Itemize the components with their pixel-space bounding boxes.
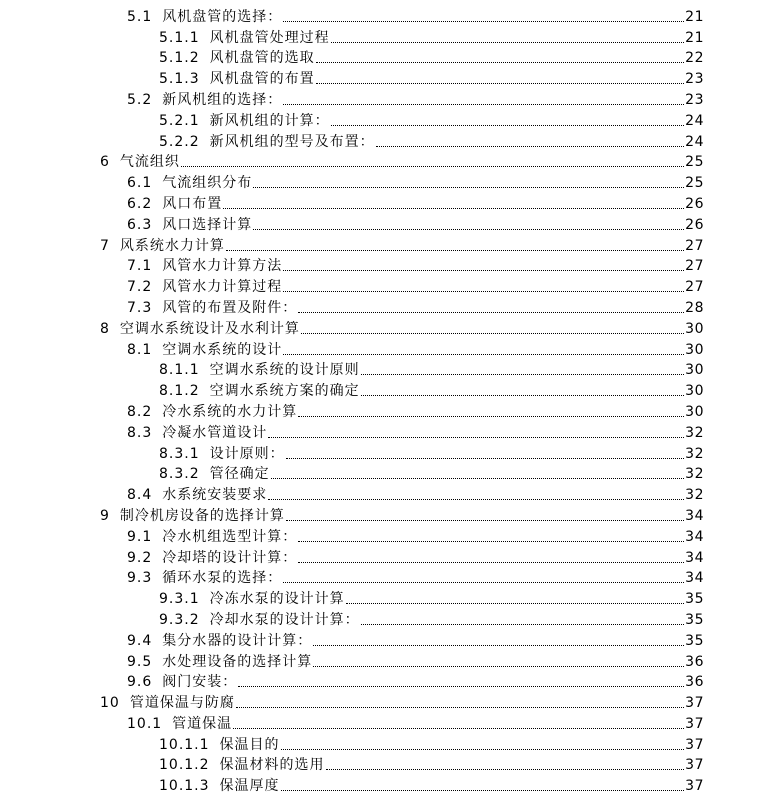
toc-entry-title: 冷却塔的设计计算：	[162, 549, 298, 566]
toc-dot-leader	[253, 229, 684, 230]
toc-entry-title: 制冷机房设备的选择计算	[119, 507, 285, 524]
toc-entry-title: 风管水力计算过程	[162, 279, 283, 296]
toc-entry-page-number: 37	[685, 778, 704, 795]
toc-entry-page-number: 30	[685, 403, 704, 420]
toc-entry[interactable]	[0, 170, 779, 191]
toc-entry-number: 10.1.1	[159, 736, 210, 753]
toc-dot-leader	[298, 562, 684, 563]
toc-entry-number: 7	[100, 237, 110, 254]
toc-entry-number: 7.2	[127, 279, 153, 296]
toc-dot-leader	[236, 707, 684, 708]
toc-dot-leader	[316, 62, 685, 63]
toc-entry-number: 10.1	[127, 715, 163, 732]
toc-entry-title: 冷水系统的水力计算	[162, 403, 298, 420]
toc-entry-number: 5.2	[127, 91, 153, 108]
toc-entry[interactable]	[0, 399, 779, 420]
toc-entry-title: 风机盘管的选取	[209, 50, 315, 67]
toc-entry[interactable]	[0, 732, 779, 753]
toc-entry-title: 新风机组的型号及布置：	[209, 133, 375, 150]
toc-dot-leader	[346, 603, 685, 604]
toc-entry[interactable]	[0, 150, 779, 171]
toc-entry[interactable]	[0, 254, 779, 275]
table-of-contents	[0, 4, 779, 794]
toc-entry-page-number: 36	[685, 674, 704, 691]
toc-dot-leader	[298, 416, 684, 417]
toc-entry-title: 新风机组的选择：	[162, 91, 283, 108]
toc-dot-leader	[298, 312, 684, 313]
toc-entry-number: 5.1.2	[159, 50, 200, 67]
toc-dot-leader	[283, 21, 684, 22]
toc-entry-title: 空调水系统设计及水利计算	[119, 320, 300, 337]
toc-entry-page-number: 26	[685, 195, 704, 212]
toc-entry-number: 7.3	[127, 299, 153, 316]
toc-entry-page-number: 35	[685, 632, 704, 649]
toc-entry-title: 冷却水泵的设计计算：	[209, 611, 360, 628]
toc-entry[interactable]	[0, 191, 779, 212]
toc-entry-title: 管道保温与防腐	[129, 695, 235, 712]
toc-dot-leader	[281, 790, 685, 791]
toc-dot-leader	[326, 769, 685, 770]
toc-entry-title: 管道保温	[172, 715, 233, 732]
toc-entry-page-number: 37	[685, 695, 704, 712]
toc-entry[interactable]	[0, 316, 779, 337]
toc-entry-title: 风机盘管的布置	[209, 71, 315, 88]
toc-dot-leader	[253, 187, 684, 188]
toc-entry-page-number: 35	[685, 611, 704, 628]
toc-entry-page-number: 32	[685, 466, 704, 483]
toc-entry-title: 管径确定	[209, 466, 270, 483]
toc-dot-leader	[281, 749, 685, 750]
toc-entry-number: 10.1.3	[159, 778, 210, 795]
toc-dot-leader	[361, 624, 685, 625]
toc-dot-leader	[226, 250, 684, 251]
toc-entry-number: 8.1.1	[159, 362, 200, 379]
toc-entry-page-number: 34	[685, 570, 704, 587]
toc-entry-page-number: 25	[685, 154, 704, 171]
toc-entry[interactable]	[0, 358, 779, 379]
toc-entry-number: 10	[100, 695, 120, 712]
toc-entry-number: 6.1	[127, 175, 153, 192]
toc-entry-page-number: 30	[685, 362, 704, 379]
toc-entry-number: 6	[100, 154, 110, 171]
toc-entry-page-number: 28	[685, 299, 704, 316]
toc-entry-page-number: 32	[685, 487, 704, 504]
toc-entry-page-number: 23	[685, 91, 704, 108]
toc-entry-page-number: 30	[685, 383, 704, 400]
toc-entry-number: 5.1.3	[159, 71, 200, 88]
toc-entry-page-number: 34	[685, 507, 704, 524]
toc-dot-leader	[376, 146, 685, 147]
toc-entry[interactable]	[0, 46, 779, 67]
toc-entry-title: 风管水力计算方法	[162, 258, 283, 275]
toc-entry-page-number: 37	[685, 736, 704, 753]
toc-dot-leader	[361, 374, 685, 375]
toc-entry-number: 8.1	[127, 341, 153, 358]
toc-entry[interactable]	[0, 87, 779, 108]
toc-entry-title: 冷凝水管道设计	[162, 424, 268, 441]
toc-entry-number: 8.4	[127, 487, 153, 504]
toc-entry-page-number: 37	[685, 715, 704, 732]
toc-entry[interactable]	[0, 607, 779, 628]
toc-entry-number: 10.1.2	[159, 757, 210, 774]
toc-entry[interactable]	[0, 233, 779, 254]
toc-dot-leader	[331, 42, 685, 43]
toc-entry-title: 空调水系统方案的确定	[209, 383, 360, 400]
toc-entry-page-number: 32	[685, 445, 704, 462]
toc-entry-page-number: 24	[685, 112, 704, 129]
toc-entry-number: 6.3	[127, 216, 153, 233]
toc-entry[interactable]	[0, 586, 779, 607]
toc-entry-title: 冷水机组选型计算：	[162, 528, 298, 545]
toc-entry-title: 集分水器的设计计算：	[162, 632, 313, 649]
toc-dot-leader	[283, 291, 684, 292]
toc-entry-number: 8	[100, 320, 110, 337]
toc-entry-number: 9	[100, 507, 110, 524]
toc-entry[interactable]	[0, 503, 779, 524]
toc-entry-title: 保温厚度	[219, 778, 280, 795]
toc-entry-title: 风机盘管的选择：	[162, 8, 283, 25]
toc-dot-leader	[238, 686, 684, 687]
toc-dot-leader	[223, 208, 684, 209]
toc-entry-page-number: 27	[685, 258, 704, 275]
toc-entry-page-number: 27	[685, 279, 704, 296]
toc-entry[interactable]	[0, 670, 779, 691]
toc-entry-page-number: 27	[685, 237, 704, 254]
toc-entry[interactable]	[0, 711, 779, 732]
toc-entry-number: 9.3.2	[159, 611, 200, 628]
toc-entry[interactable]	[0, 524, 779, 545]
toc-entry-title: 气流组织分布	[162, 175, 253, 192]
toc-dot-leader	[301, 333, 684, 334]
toc-entry[interactable]	[0, 274, 779, 295]
toc-entry-number: 9.2	[127, 549, 153, 566]
toc-entry[interactable]	[0, 441, 779, 462]
toc-dot-leader	[268, 499, 684, 500]
toc-entry-page-number: 36	[685, 653, 704, 670]
toc-entry[interactable]	[0, 753, 779, 774]
toc-entry[interactable]	[0, 378, 779, 399]
toc-entry-number: 9.1	[127, 528, 153, 545]
toc-dot-leader	[313, 645, 684, 646]
toc-dot-leader	[286, 458, 685, 459]
toc-entry-page-number: 22	[685, 50, 704, 67]
toc-dot-leader	[286, 520, 684, 521]
toc-entry[interactable]	[0, 773, 779, 794]
toc-entry-number: 9.6	[127, 674, 153, 691]
toc-dot-leader	[268, 437, 684, 438]
toc-entry[interactable]	[0, 66, 779, 87]
toc-entry-title: 空调水系统的设计	[162, 341, 283, 358]
toc-entry-number: 6.2	[127, 195, 153, 212]
toc-entry-page-number: 30	[685, 341, 704, 358]
toc-entry-number: 5.2.1	[159, 112, 200, 129]
toc-entry[interactable]	[0, 649, 779, 670]
toc-entry-title: 风系统水力计算	[119, 237, 225, 254]
toc-entry-number: 8.2	[127, 403, 153, 420]
toc-entry-number: 5.1.1	[159, 29, 200, 46]
toc-entry[interactable]	[0, 4, 779, 25]
toc-entry-number: 5.1	[127, 8, 153, 25]
toc-entry-title: 风管的布置及附件：	[162, 299, 298, 316]
toc-dot-leader	[271, 478, 685, 479]
toc-entry-number: 8.3.1	[159, 445, 200, 462]
toc-entry[interactable]	[0, 129, 779, 150]
toc-entry[interactable]	[0, 566, 779, 587]
toc-entry-page-number: 34	[685, 549, 704, 566]
toc-entry[interactable]	[0, 545, 779, 566]
toc-dot-leader	[283, 582, 684, 583]
toc-entry-number: 9.3	[127, 570, 153, 587]
toc-dot-leader	[313, 666, 684, 667]
toc-entry-title: 循环水泵的选择：	[162, 570, 283, 587]
toc-entry[interactable]	[0, 690, 779, 711]
toc-entry[interactable]	[0, 25, 779, 46]
toc-entry[interactable]	[0, 295, 779, 316]
toc-dot-leader	[283, 270, 684, 271]
toc-entry[interactable]	[0, 482, 779, 503]
toc-dot-leader	[331, 125, 685, 126]
toc-entry-title: 空调水系统的设计原则	[209, 362, 360, 379]
toc-entry-title: 气流组织	[119, 154, 180, 171]
toc-entry-title: 水处理设备的选择计算	[162, 653, 313, 670]
toc-entry[interactable]	[0, 628, 779, 649]
toc-entry-page-number: 37	[685, 757, 704, 774]
toc-entry-page-number: 26	[685, 216, 704, 233]
toc-entry-title: 新风机组的计算：	[209, 112, 330, 129]
toc-entry-title: 水系统安装要求	[162, 487, 268, 504]
toc-entry-page-number: 25	[685, 175, 704, 192]
toc-entry-page-number: 30	[685, 320, 704, 337]
toc-entry-number: 9.4	[127, 632, 153, 649]
toc-entry-title: 设计原则：	[209, 445, 285, 462]
toc-entry-title: 阀门安装：	[162, 674, 238, 691]
toc-dot-leader	[283, 354, 684, 355]
toc-entry-number: 5.2.2	[159, 133, 200, 150]
toc-entry-page-number: 35	[685, 591, 704, 608]
toc-entry-page-number: 24	[685, 133, 704, 150]
toc-entry[interactable]	[0, 462, 779, 483]
toc-dot-leader	[181, 166, 684, 167]
toc-entry-page-number: 21	[685, 8, 704, 25]
toc-dot-leader	[316, 83, 685, 84]
toc-entry-title: 风机盘管处理过程	[209, 29, 330, 46]
toc-entry-number: 9.3.1	[159, 591, 200, 608]
toc-entry-title: 风口布置	[162, 195, 223, 212]
toc-dot-leader	[361, 395, 685, 396]
toc-entry-number: 8.3.2	[159, 466, 200, 483]
toc-entry-number: 8.1.2	[159, 383, 200, 400]
toc-entry-title: 保温材料的选用	[219, 757, 325, 774]
toc-entry-number: 8.3	[127, 424, 153, 441]
toc-dot-leader	[233, 728, 684, 729]
toc-entry[interactable]	[0, 337, 779, 358]
toc-entry-title: 冷冻水泵的设计计算	[209, 591, 345, 608]
toc-entry-page-number: 34	[685, 528, 704, 545]
toc-entry-title: 保温目的	[219, 736, 280, 753]
toc-entry[interactable]	[0, 108, 779, 129]
toc-entry-page-number: 32	[685, 424, 704, 441]
toc-dot-leader	[298, 541, 684, 542]
toc-entry-number: 7.1	[127, 258, 153, 275]
toc-entry-page-number: 23	[685, 71, 704, 88]
toc-entry-number: 9.5	[127, 653, 153, 670]
toc-entry-page-number: 21	[685, 29, 704, 46]
toc-entry-title: 风口选择计算	[162, 216, 253, 233]
toc-dot-leader	[283, 104, 684, 105]
toc-entry[interactable]	[0, 420, 779, 441]
toc-entry[interactable]	[0, 212, 779, 233]
